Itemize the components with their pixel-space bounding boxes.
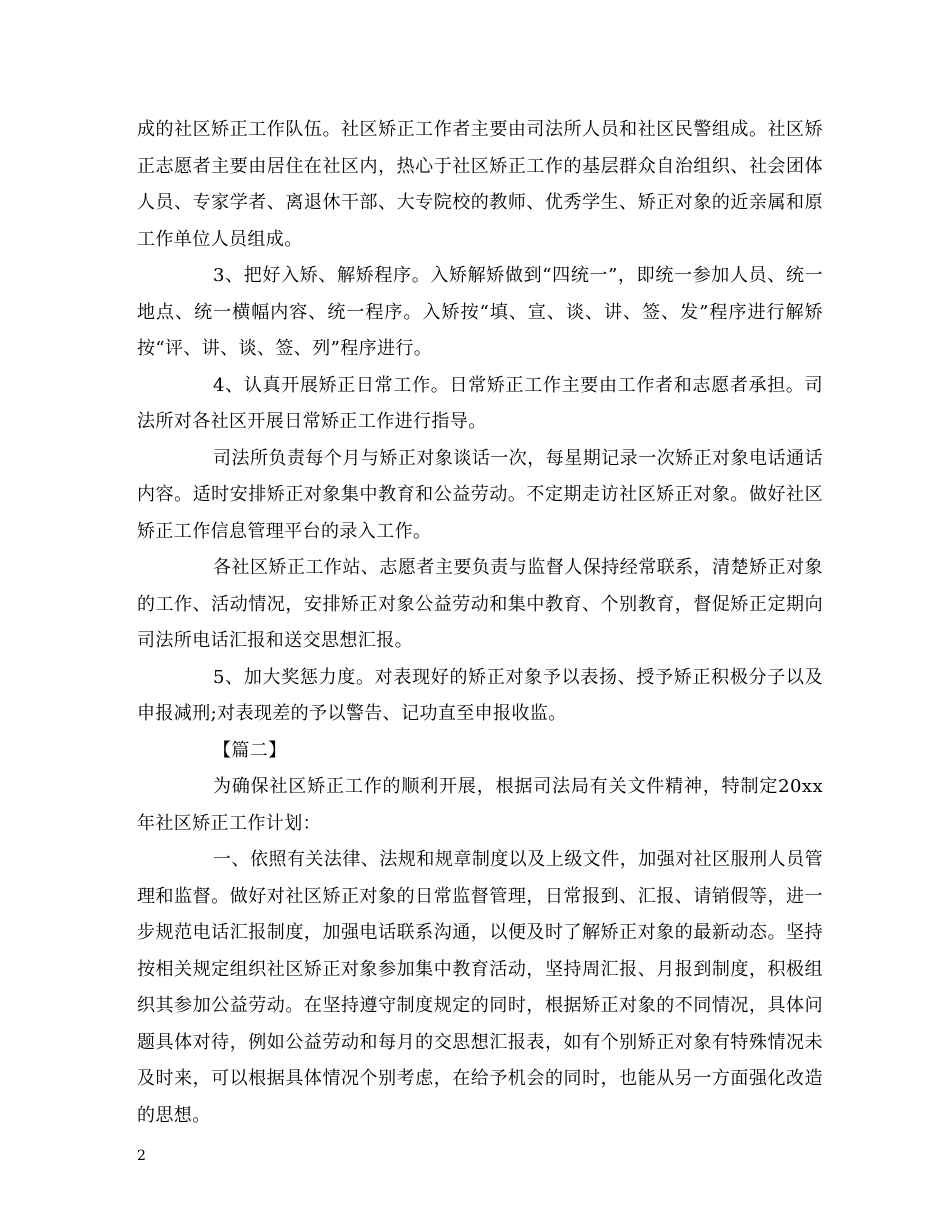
paragraph-item-5: 5、加大奖惩力度。对表现好的矫正对象予以表扬、授予矫正积极分子以及申报减刑;对表现差的予以警告、记功直至申报收监。 [137,666,823,724]
document-body [137,112,823,1134]
paragraph-intro: 为确保社区矫正工作的顺利开展，根据司法局有关文件精神，特制定20xx年社区矫正工作计划： [137,776,823,834]
paragraph-item-3: 3、把好入矫、解矫程序。入矫解矫做到“四统一”，即统一参加人员、统一地点、统一横幅内容、统一程序。入矫按“填、宣、谈、讲、签、发”程序进行解矫按“评、讲、谈、签、列”程序进行。 [137,265,823,359]
paragraph-community-stations: 各社区矫正工作站、志愿者主要负责与监督人保持经常联系，清楚矫正对象的工作、活动情况，安排矫正对象公益劳动和集中教育、个别教育，督促矫正定期向司法所电话汇报和送交思想汇报。 [137,557,823,651]
paragraph-part-one: 一、依照有关法律、法规和规章制度以及上级文件，加强对社区服刑人员管理和监督。做好对社区矫正对象的日常监督管理，日常报到、汇报、请销假等，进一步规范电话汇报制度，加强电话联系沟通，以便及时了解矫正对象的最新动态。坚持按相关规定组织社区矫正对象参加集中教育活动，坚持周汇报、月报到制度，积极组织其参加公益劳动。在坚持遵守制度规定的同时，根据矫正对象的不同情况，具体问题具体对待，例如公益劳动和每月的交思想汇报表，如有个别矫正对象有特殊情况未及时来，可以根据具体情况个别考虑，在给予机会的同时，也能从另一方面强化改造的思想。 [137,849,823,1126]
section-heading: 【篇二】 [213,739,287,761]
page-number: 2 [137,1148,146,1164]
paragraph-item-4: 4、认真开展矫正日常工作。日常矫正工作主要由工作者和志愿者承担。司法所对各社区开展日常矫正工作进行指导。 [137,374,823,432]
paragraph-judicial-office: 司法所负责每个月与矫正对象谈话一次，每星期记录一次矫正对象电话通话内容。适时安排矫正对象集中教育和公益劳动。不定期走访社区矫正对象。做好社区矫正工作信息管理平台的录入工作。 [137,447,823,542]
paragraph-continuation: 成的社区矫正工作队伍。社区矫正工作者主要由司法所人员和社区民警组成。社区矫正志愿者主要由居住在社区内，热心于社区矫正工作的基层群众自治组织、社会团体人员、专家学者、离退休干部、大专院校的教师、优秀学生、矫正对象的近亲属和原工作单位人员组成。 [137,119,823,250]
